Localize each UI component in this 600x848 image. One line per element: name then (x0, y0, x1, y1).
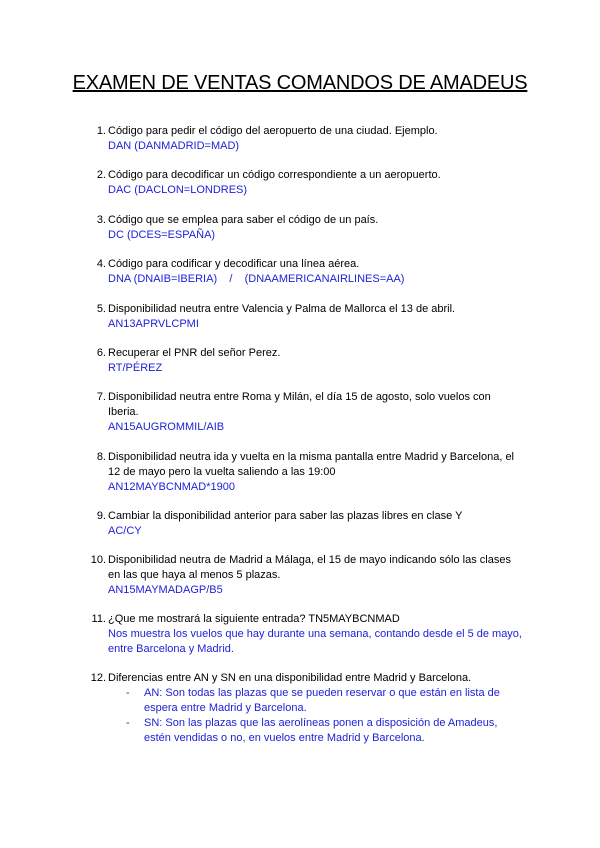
question-4 (0, 257, 600, 287)
question-text: Código que se emplea para saber el código de un país. (108, 214, 379, 226)
question-text: ¿Que me mostrará la siguiente entrada? TN5MAYBCNMAD (108, 613, 400, 625)
answer-text: DAN (DANMADRID=MAD) (108, 140, 240, 152)
answer-text: DC (DCES=ESPAÑA) (108, 229, 216, 241)
question-text: Recuperar el PNR del señor Perez. (108, 347, 281, 359)
question-text: Cambiar la disponibilidad anterior para saber las plazas libres en clase Y (108, 510, 463, 522)
answer-text: AN15AUGROMMIL/AIB (108, 421, 225, 433)
question-text: Código para pedir el código del aeropuerto de una ciudad. Ejemplo. (108, 125, 438, 137)
question-9 (0, 509, 600, 539)
question-number: 12. (90, 672, 106, 684)
answer-text: AC/CY (108, 525, 142, 537)
question-number: 11. (91, 613, 106, 625)
question-5 (0, 302, 600, 332)
question-text: Código para codificar y decodificar una línea aérea. (108, 258, 360, 270)
answer-text: AN12MAYBCNMAD*1900 (108, 481, 235, 493)
question-7 (0, 390, 600, 435)
question-number: 1. (96, 125, 106, 137)
question-6 (0, 346, 600, 376)
question-text: Disponibilidad neutra entre Roma y Milán, el día 15 de agosto, solo vuelos con Iberia. (108, 391, 491, 418)
question-12 (0, 671, 600, 686)
question-number: 4. (96, 258, 106, 270)
sub-item-text: AN: Son todas las plazas que se pueden reservar o que están en lista de espera entre Madrid y Barcelona. (144, 687, 500, 714)
answer-text: RT/PÉREZ (108, 362, 163, 374)
question-text: Disponibilidad neutra ida y vuelta en la misma pantalla entre Madrid y Barcelona, el 12 de mayo pero la vuelta saliendo a las 19:00 (108, 451, 515, 478)
question-10 (0, 553, 600, 598)
question-1 (0, 124, 600, 154)
sub-item-an (0, 686, 600, 716)
bullet-dash: - (126, 687, 130, 699)
question-11 (0, 612, 600, 657)
answer-text: DNA (DNAIB=IBERIA) / (DNAAMERICANAIRLINES=AA) (108, 273, 405, 285)
question-number: 8. (96, 451, 106, 463)
question-number: 3. (96, 214, 106, 226)
bullet-dash: - (126, 717, 130, 729)
question-number: 2. (96, 169, 106, 181)
question-text: Diferencias entre AN y SN en una disponibilidad entre Madrid y Barcelona. (108, 672, 472, 684)
question-2 (0, 168, 600, 198)
page-title: EXAMEN DE VENTAS COMANDOS DE AMADEUS (72, 72, 528, 94)
question-number: 9. (96, 510, 106, 522)
question-text: Disponibilidad neutra de Madrid a Málaga, el 15 de mayo indicando sólo las clases en las que haya al menos 5 plazas. (108, 554, 511, 581)
answer-text: Nos muestra los vuelos que hay durante una semana, contando desde el 5 de mayo, entre Barcelona y Madrid. (108, 628, 522, 655)
question-8 (0, 450, 600, 495)
sub-item-text: SN: Son las plazas que las aerolíneas ponen a disposición de Amadeus, estén vendidas o no, en vuelos entre Madrid y Barcelona. (144, 717, 498, 744)
answer-text: AN13APRVLCPMI (108, 318, 199, 330)
question-number: 7. (96, 391, 106, 403)
question-number: 10. (90, 554, 106, 566)
question-number: 5. (96, 303, 106, 315)
answer-text: DAC (DACLON=LONDRES) (108, 184, 248, 196)
answer-text: AN15MAYMADAGP/B5 (108, 584, 223, 596)
question-text: Código para decodificar un código correspondiente a un aeropuerto. (108, 169, 441, 181)
sub-item-sn (0, 716, 600, 746)
question-text: Disponibilidad neutra entre Valencia y Palma de Mallorca el 13 de abril. (108, 303, 456, 315)
question-3 (0, 213, 600, 243)
question-number: 6. (96, 347, 106, 359)
